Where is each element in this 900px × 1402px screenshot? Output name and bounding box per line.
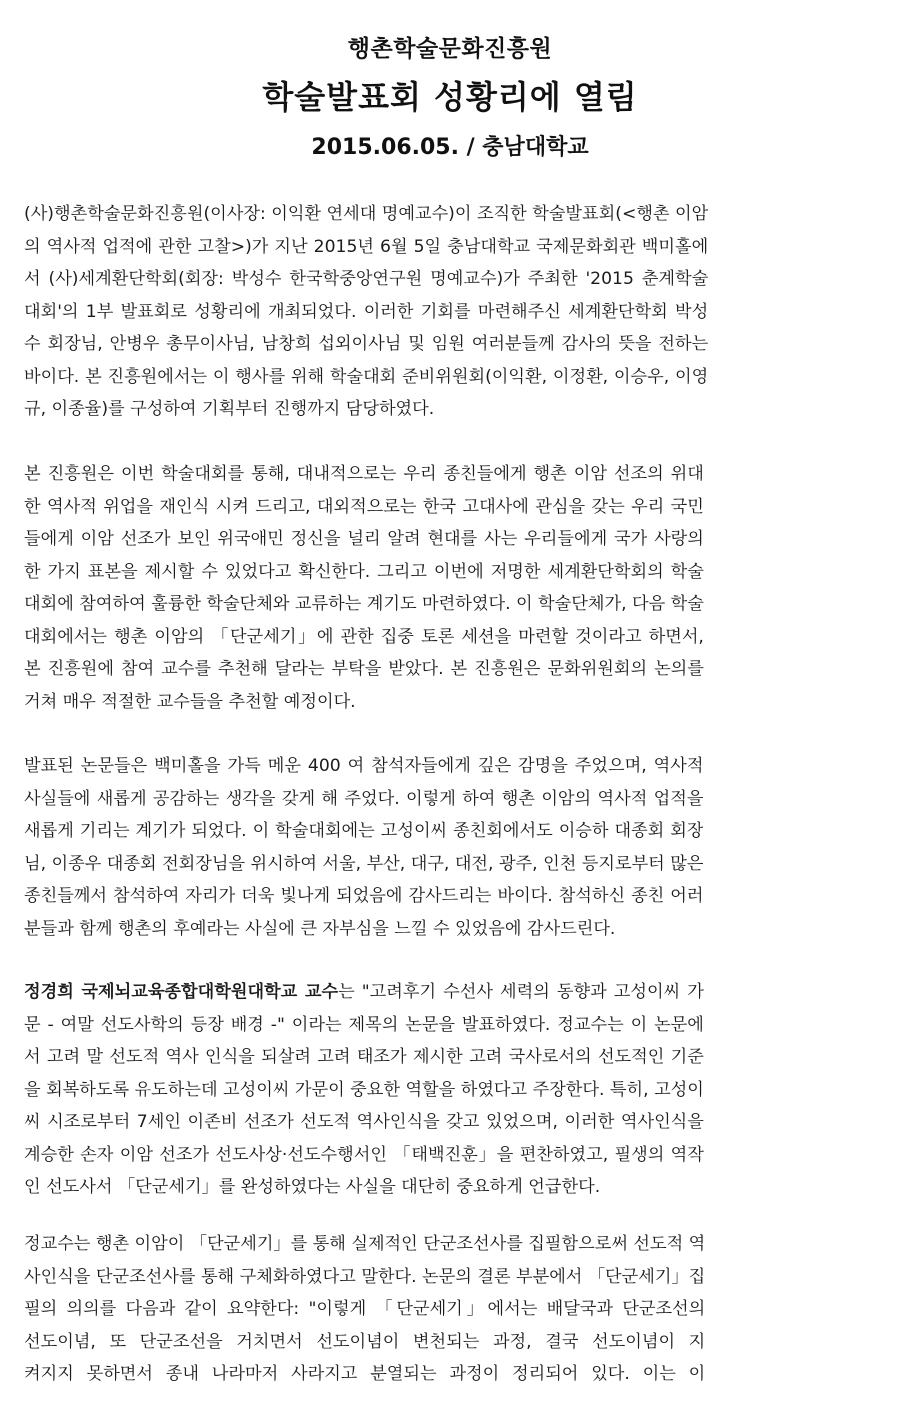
paragraph-4: [24, 976, 704, 1204]
text-line: 을 회복하도록 유도하는데 고성이씨 가문이 중요한 역할을 하였다고 주장한다. 특히, 고성이: [24, 1079, 704, 1100]
text-line: (사)행촌학술문화진흥원(이사장: 이익환 연세대 명예교수)이 조직한 학술발표회(<행촌 이암: [24, 204, 709, 224]
text-line: 문 - 여말 선도사학의 등장 배경 -" 이라는 제목의 논문을 발표하였다. 정교수는 이 논문에: [24, 1014, 704, 1035]
text-line: 서 (사)세계환단학회(회장: 박성수 한국학중앙연구원 명예교수)가 주최한 '2015 춘계학술: [24, 269, 709, 289]
text-line: 켜지지 못하면서 종내 나라마저 사라지고 분열되는 과정이 정리되어 있다. 이는 이: [24, 1364, 706, 1384]
text-line: 선도이념, 또 단군조선을 거치면서 선도이념이 변천되는 과정, 결국 선도이념이 지: [24, 1331, 706, 1352]
text-line: 정교수는 행촌 이암이 「단군세기」를 통해 실제적인 단군조선사를 집필함으로써 선도적 역: [24, 1234, 706, 1254]
text-line: 대회에 참여하여 훌륭한 학술단체와 교류하는 계기도 마련하였다. 이 학술단체가, 다음 학술: [24, 594, 704, 614]
paragraph-5: [24, 1228, 705, 1391]
text-line: 사인식을 단군조선사를 통해 구체화하였다고 말한다. 논문의 결론 부분에서 「단군세기」집: [24, 1266, 706, 1287]
text-line: 사실들에 새롭게 공감하는 생각을 갖게 해 주었다. 이렇게 하여 행촌 이암의 역사적 업적을: [24, 788, 704, 809]
text-line: 발표된 논문들은 백미홀을 가득 메운 400 여 참석자들에게 깊은 감명을 주었으며, 역사적: [24, 756, 704, 776]
text-line: 의 역사적 업적에 관한 고찰>)가 지난 2015년 6월 5일 충남대학교 국제문화회관 백미홀에: [24, 236, 709, 257]
paragraph-1: [24, 198, 708, 426]
paragraph-2: [24, 458, 704, 718]
paragraph-3: [24, 750, 703, 945]
text-line: 규, 이종율)를 구성하여 기획부터 진행까지 담당하였다.: [24, 399, 435, 419]
text-line: 인 선도사서 「단군세기」를 완성하였다는 사실을 대단히 중요하게 언급한다.: [24, 1177, 601, 1197]
headline: 학술발표회 성황리에 열림: [262, 78, 638, 116]
presenter-name: 정경희 국제뇌교육종합대학원대학교 교수: [24, 982, 339, 1002]
text-line: 수 회장님, 안병우 총무이사님, 남창희 섭외이사님 및 임원 여러분들께 감사의 뜻을 전하는: [24, 334, 709, 354]
text-line: 씨 시조로부터 7세인 이존비 선조가 선도적 역사인식을 갖고 있었으며, 이러한 역사인식을: [24, 1112, 704, 1132]
text-line: 분들과 함께 행촌의 후예라는 사실에 큰 자부심을 느낄 수 있었음에 감사드린다.: [24, 918, 616, 939]
text-line: 한 역사적 위업을 재인식 시켜 드리고, 대외적으로는 한국 고대사에 관심을 갖는 우리 국민: [24, 496, 704, 517]
text-line: 본 진흥원에 참여 교수를 추천해 달라는 부탁을 받았다. 본 진흥원은 문화위원회의 논의를: [24, 659, 704, 679]
text-line: 서 고려 말 선도적 역사 인식을 되살려 고려 태조가 제시한 고려 국사로서의 선도적인 기준: [24, 1047, 704, 1067]
first-line-rest: 는 "고려후기 수선사 세력의 동향과 고성이씨 가: [338, 982, 704, 1002]
text-line: 들에게 이암 선조가 보인 위국애민 정신을 널리 알려 현대를 사는 우리들에게 국가 사랑의: [24, 529, 704, 549]
text-line: 님, 이종우 대종회 전회장님을 위시하여 서울, 부산, 대구, 대전, 광주, 인천 등지로부터 많은: [24, 853, 704, 874]
text-line: 대회에서는 행촌 이암의 「단군세기」에 관한 집중 토론 세션을 마련할 것이라고 하면서,: [24, 626, 704, 647]
text-line: 새롭게 기리는 계기가 되었다. 이 학술대회에는 고성이씨 종친회에서도 이승하 대종회 회장: [24, 821, 704, 841]
text-line: 계승한 손자 이암 선조가 선도사상·선도수행서인 「태백진훈」을 편찬하였고, 필생의 역작: [24, 1144, 704, 1165]
text-line: 한 가지 표본을 제시할 수 있었다고 확신한다. 그리고 이번에 저명한 세계환단학회의 학술: [24, 561, 704, 582]
text-line: 대회'의 1부 발표회로 성황리에 개최되었다. 이러한 기회를 마련해주신 세계환단학회 박성: [24, 301, 709, 322]
text-line: 필의 의의를 다음과 같이 요약한다: "이렇게 「단군세기」에서는 배달국과 단군조선의: [24, 1299, 706, 1319]
text-line-first: [24, 976, 704, 1009]
text-line: 본 진흥원은 이번 학술대회를 통해, 대내적으로는 우리 종친들에게 행촌 이암 선조의 위대: [24, 464, 704, 484]
text-line: 바이다. 본 진흥원에서는 이 행사를 위해 학술대회 준비위원회(이익환, 이정환, 이승우, 이영: [24, 366, 709, 387]
organization-name: 행촌학술문화진흥원: [347, 36, 553, 62]
dateline: 2015.06.05. / 충남대학교: [311, 135, 589, 160]
text-line: 종친들께서 참석하여 자리가 더욱 빛나게 되었음에 감사드리는 바이다. 참석하신 종친 어러: [24, 886, 704, 906]
text-line: 거쳐 매우 적절한 교수들을 추천할 예정이다.: [24, 691, 356, 712]
